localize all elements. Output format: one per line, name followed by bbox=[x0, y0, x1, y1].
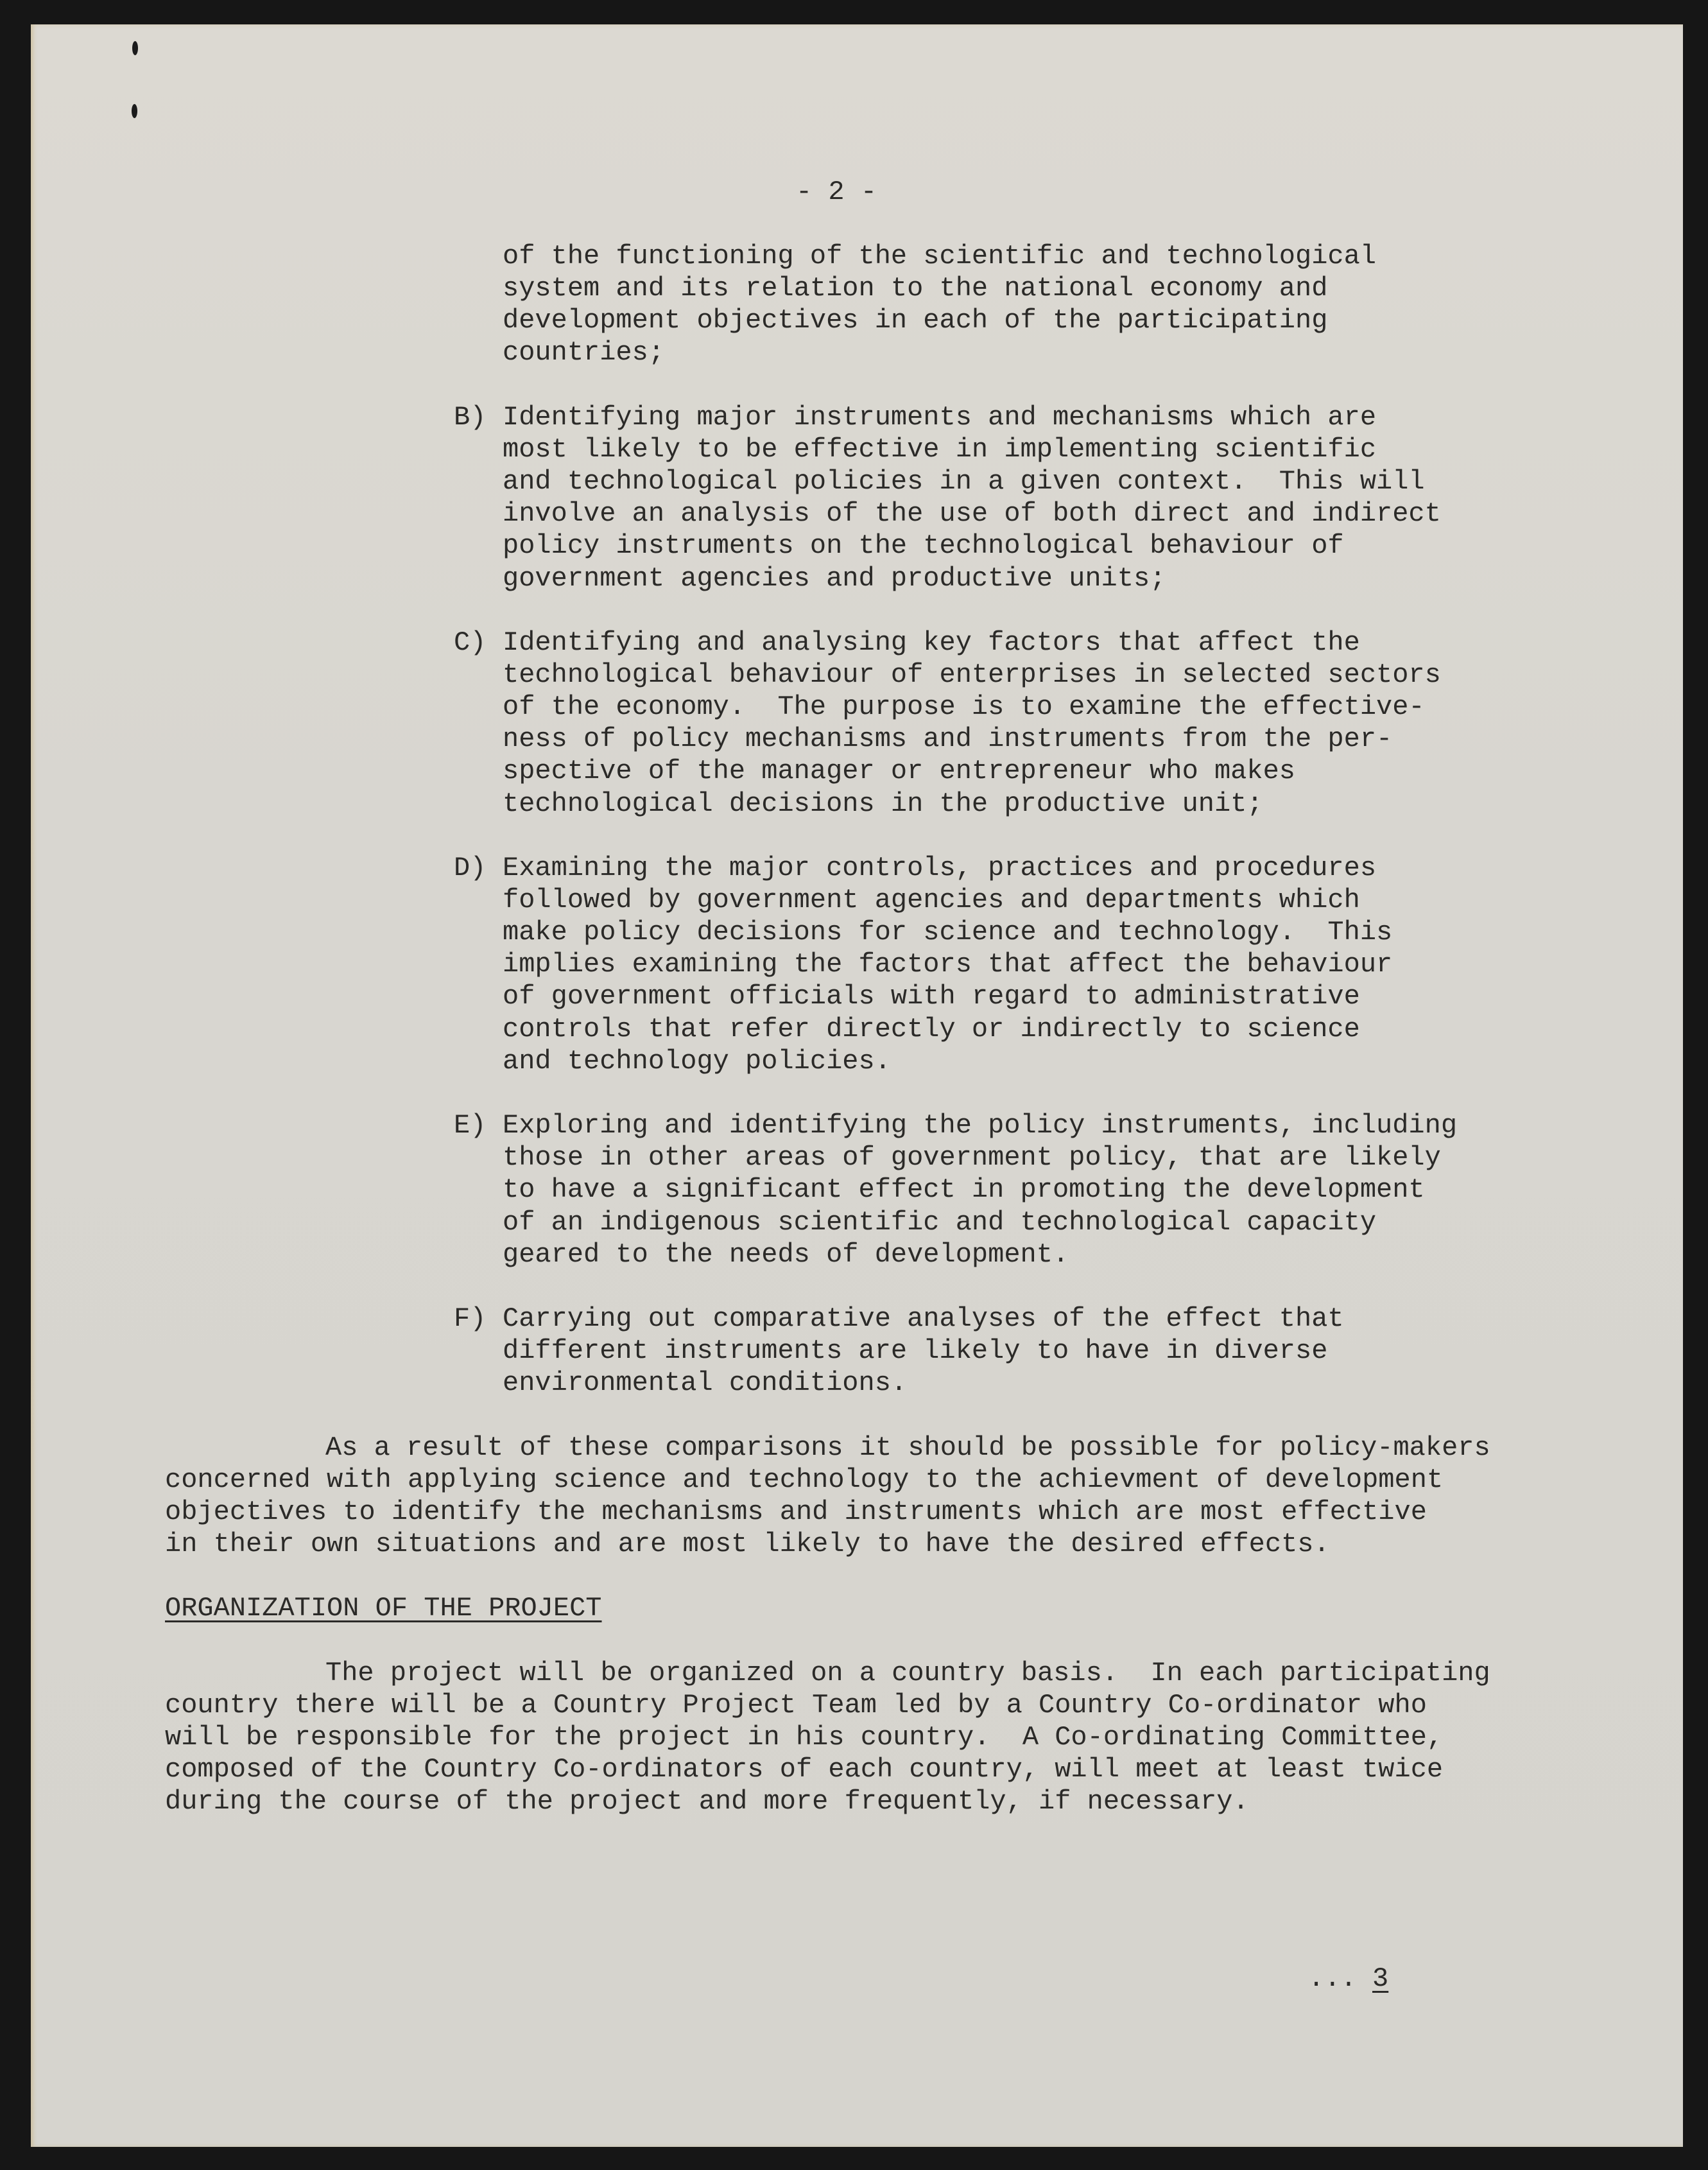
continued-next-page: 3 bbox=[1372, 1963, 1389, 1995]
punch-hole bbox=[132, 41, 138, 55]
list-item-line: geared to the needs of development. bbox=[503, 1238, 1069, 1270]
list-item-line: Identifying major instruments and mechanisms which are bbox=[503, 401, 1377, 433]
list-item-line: spective of the manager or entrepreneur who makes bbox=[503, 756, 1296, 787]
list-item-label: C) bbox=[454, 627, 487, 658]
list-item-line: and technology policies. bbox=[503, 1045, 891, 1077]
list-item-label: F) bbox=[454, 1303, 487, 1334]
paragraph-line: As a result of these comparisons it should be possible for policy-makers bbox=[325, 1432, 1490, 1463]
list-item-line: those in other areas of government policy, that are likely bbox=[503, 1142, 1441, 1174]
continued-dots: ... bbox=[1308, 1963, 1357, 1995]
text-line: development objectives in each of the participating bbox=[503, 305, 1328, 336]
text-line: of the functioning of the scientific and technological bbox=[503, 241, 1377, 272]
list-item-line: implies examining the factors that affect the behaviour bbox=[503, 949, 1393, 980]
list-item-line: ness of policy mechanisms and instruments from the per- bbox=[503, 724, 1393, 755]
list-item-line: Exploring and identifying the policy instruments, including bbox=[503, 1110, 1458, 1141]
paragraph-line: concerned with applying science and technology to the achievment of development bbox=[165, 1464, 1444, 1495]
list-item-line: Examining the major controls, practices and procedures bbox=[503, 852, 1377, 883]
list-item-line: involve an analysis of the use of both direct and indirect bbox=[503, 498, 1441, 530]
list-item-line: of the economy. The purpose is to examine the effective- bbox=[503, 691, 1425, 723]
list-item-line: technological decisions in the productive unit; bbox=[503, 788, 1263, 819]
paragraph-line: during the course of the project and more frequently, if necessary. bbox=[165, 1786, 1249, 1818]
list-item-line: government agencies and productive units; bbox=[503, 562, 1166, 594]
list-item-line: Identifying and analysing key factors that affect the bbox=[503, 627, 1360, 658]
paragraph-line: The project will be organized on a country basis. In each participating bbox=[325, 1657, 1490, 1688]
list-item-line: policy instruments on the technological behaviour of bbox=[503, 530, 1344, 562]
list-item-line: followed by government agencies and departments which bbox=[503, 885, 1360, 916]
list-item-line: controls that refer directly or indirectly to science bbox=[503, 1013, 1360, 1045]
punch-hole bbox=[132, 104, 137, 118]
list-item-line: environmental conditions. bbox=[503, 1367, 908, 1399]
list-item-label: E) bbox=[454, 1110, 487, 1141]
list-item-label: D) bbox=[454, 852, 487, 883]
list-item-line: to have a significant effect in promoting the development bbox=[503, 1174, 1425, 1206]
list-item-line: technological behaviour of enterprises in selected sectors bbox=[503, 659, 1441, 690]
text-line: countries; bbox=[503, 337, 665, 369]
paragraph-line: in their own situations and are most likely to have the desired effects. bbox=[165, 1529, 1330, 1559]
text-line: system and its relation to the national economy and bbox=[503, 273, 1328, 304]
list-item-line: Carrying out comparative analyses of the effect that bbox=[503, 1303, 1344, 1334]
list-item-line: different instruments are likely to have in diverse bbox=[503, 1335, 1328, 1367]
list-item-line: and technological policies in a given context. This will bbox=[503, 466, 1425, 498]
list-item-label: B) bbox=[454, 401, 487, 433]
list-item-line: make policy decisions for science and technology. This bbox=[503, 917, 1393, 948]
paragraph-line: composed of the Country Co-ordinators of each country, will meet at least twice bbox=[165, 1754, 1444, 1785]
list-item-line: of government officials with regard to administrative bbox=[503, 981, 1360, 1012]
paragraph-line: will be responsible for the project in his country. A Co-ordinating Committee, bbox=[165, 1721, 1444, 1753]
list-item-line: of an indigenous scientific and technological capacity bbox=[503, 1206, 1377, 1238]
document-page bbox=[31, 24, 1683, 2147]
list-item-line: most likely to be effective in implementing scientific bbox=[503, 433, 1377, 465]
section-heading: ORGANIZATION OF THE PROJECT bbox=[165, 1593, 602, 1624]
paragraph-line: objectives to identify the mechanisms and instruments which are most effective bbox=[165, 1496, 1427, 1527]
page-number: - 2 - bbox=[796, 176, 877, 207]
paragraph-line: country there will be a Country Project Team led by a Country Co-ordinator who bbox=[165, 1689, 1427, 1721]
